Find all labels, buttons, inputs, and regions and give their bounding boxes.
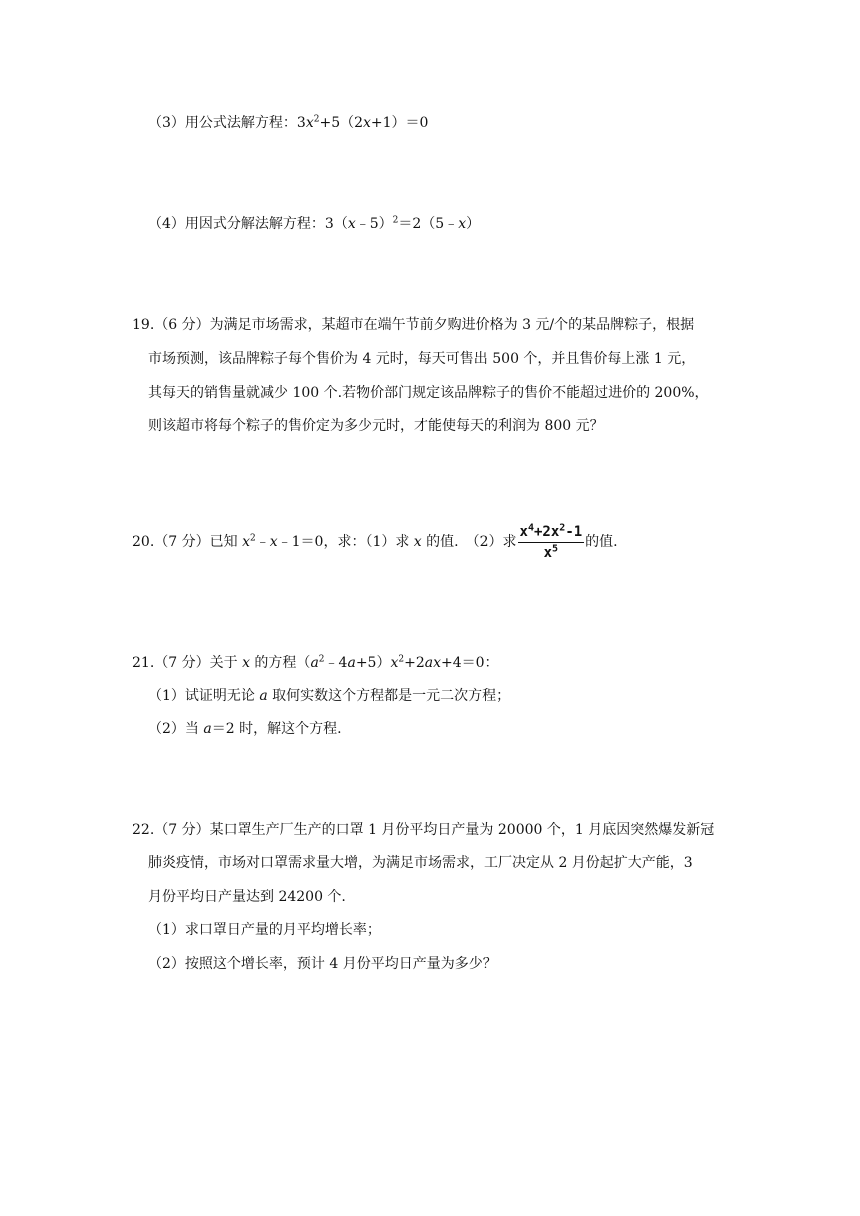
var-x: x: [363, 115, 371, 131]
q20-suffix: 的值.: [585, 534, 618, 550]
q22-part2: （2）按照这个增长率，预计 4 月份平均日产量为多少？: [148, 956, 497, 972]
var-ax: ax: [424, 655, 441, 671]
q20-mid1: ﹣: [255, 534, 270, 550]
q21-mid1: 的方程（: [249, 655, 311, 671]
q18-part4: [148, 214, 480, 234]
q21-part1: [148, 686, 510, 706]
var-a: a: [259, 688, 268, 704]
var-x: x: [390, 655, 399, 671]
q20-mid3: 的值. （2）求: [421, 534, 517, 550]
q20-mid2: ﹣1＝0，求：（1）求: [277, 534, 414, 550]
q19-line4: 则该超市将每个粽子的售价定为多少元时，才能使每天的利润为 800 元？: [148, 418, 604, 434]
q18-part3: [148, 113, 428, 133]
q21-part2-prefix: （2）当: [148, 721, 204, 737]
exponent: 2: [559, 521, 566, 533]
var-x: x: [347, 216, 356, 232]
den-x: x: [543, 544, 553, 561]
q18-part4-mid2: ＝2（5﹣: [398, 216, 459, 232]
exponent: 2: [392, 215, 399, 226]
q21-part2-suffix: ＝2 时，解这个方程.: [211, 721, 342, 737]
q18-part4-mid: ﹣5）: [355, 216, 393, 232]
q21-part2: [148, 719, 342, 739]
fraction-numerator: [518, 523, 585, 543]
q22-line3: 月份平均日产量达到 24200 个.: [148, 889, 346, 905]
q18-part4-text: （4）用因式分解法解方程：3（: [148, 216, 348, 232]
var-x: x: [242, 655, 250, 671]
fraction-denominator: [518, 543, 585, 562]
q19-line2: 市场预测，该品牌粽子每个售价为 4 元时，每天可售出 500 个，并且售价每上涨 1 元，: [148, 351, 696, 367]
exponent: 2: [313, 114, 320, 125]
q19-line3: 其每天的销售量就减少 100 个.若物价部门规定该品牌粽子的售价不能超过进价的 200%，: [148, 385, 709, 401]
q21-mid2: ﹣4: [324, 655, 348, 671]
var-a: a: [203, 721, 212, 737]
q18-part3-text: （3）用公式法解方程：3: [148, 115, 306, 131]
q18-part4-suffix: ）: [466, 216, 481, 232]
num-mid: +2x: [533, 523, 560, 540]
exponent: 4: [527, 521, 534, 533]
num-end: -1: [565, 523, 583, 540]
q21-prefix: 21.（7 分）关于: [132, 655, 243, 671]
q21-part1-prefix: （1）试证明无论: [148, 688, 260, 704]
q21-mid3: +5）: [355, 655, 391, 671]
var-x: x: [413, 534, 422, 550]
var-x: x: [458, 216, 467, 232]
var-x: x: [269, 534, 278, 550]
q22-line2: 肺炎疫情，市场对口罩需求量大增，为满足市场需求，工厂决定从 2 月份起扩大产能，3: [148, 855, 693, 871]
q22-part1: （1）求口罩日产量的月平均增长率；: [148, 922, 381, 938]
q21-suffix: +4＝0：: [440, 655, 499, 671]
q21-mid4: +2: [404, 655, 425, 671]
q22-line1: 22.（7 分）某口罩生产厂生产的口罩 1 月份平均日产量为 20000 个，1 月底因突然爆发新冠: [132, 822, 715, 838]
q19-line1: 19.（6 分）为满足市场需求，某超市在端午节前夕购进价格为 3 元/个的某品牌粽子，根据: [132, 317, 695, 333]
q20-line: [132, 520, 618, 564]
q20-prefix: 20.（7 分）已知: [132, 534, 243, 550]
var-x: x: [242, 534, 250, 550]
exponent: 2: [249, 533, 256, 544]
q21-line: [132, 653, 499, 673]
num-x: x: [519, 523, 528, 540]
exponent: 2: [398, 654, 405, 665]
q21-part1-suffix: 取何实数这个方程都是一元二次方程；: [267, 688, 511, 704]
var-a: a: [310, 655, 319, 671]
var-x: x: [305, 115, 314, 131]
q18-part3-suffix: +1）＝0: [370, 115, 429, 131]
exponent: 5: [552, 542, 559, 554]
q20-fraction: [518, 523, 585, 562]
exponent: 2: [318, 654, 325, 665]
var-a: a: [347, 655, 356, 671]
q18-part3-mid: +5（2: [319, 115, 364, 131]
